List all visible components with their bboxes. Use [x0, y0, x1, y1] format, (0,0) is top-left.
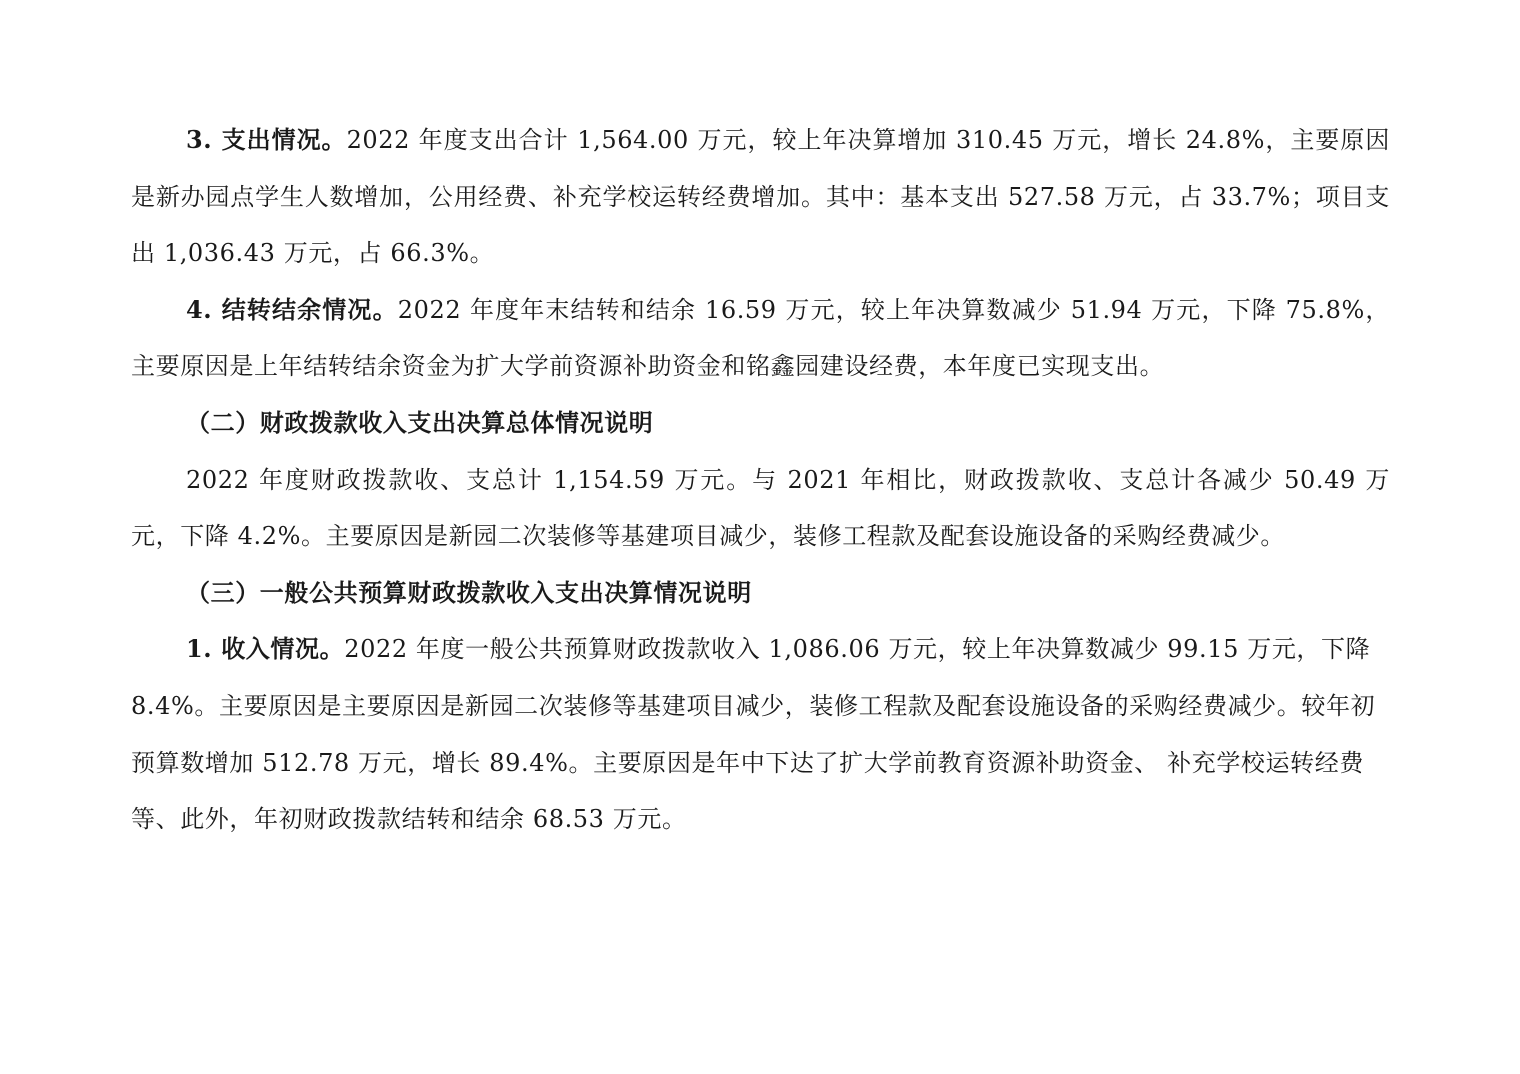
section-heading-general-budget: （三）一般公共预算财政拨款收入支出决算情况说明 — [186, 577, 752, 607]
paragraph-lead: 1. 收入情况。 — [186, 634, 345, 664]
paragraph-lead: 4. 结转结余情况。 — [186, 294, 398, 324]
paragraph-text: 2022 年度一般公共预算财政拨款收入 1,086.06 万元，较上年决算数减少 99.15 万元，下降 8.4%。主要原因是主要原因是新园二次装修等基建项目减少，装修工程款及配套设施设备的采购经费减少。较年初预算数增加 512.78 万元，增长 89.4%。主要原因是年中下达了扩大学前教育资源补助资金、 补充学校运转经费等、此外，年初财政拨款结转和结余 68.53 万元。 — [131, 635, 1376, 834]
paragraph-text: 2022 年度支出合计 1,564.00 万元，较上年决算增加 310.45 万元，增长 24.8%，主要原因是新办园点学生人数增加，公用经费、补充学校运转经费增加。其中：基本支出 527.58 万元，占 33.7%；项目支出 1,036.43 万元，占 66.3%。 — [131, 126, 1390, 268]
paragraph-expenditure — [131, 112, 1390, 282]
paragraph-carryover — [131, 282, 1390, 395]
paragraph-fiscal-overall — [131, 452, 1390, 565]
paragraph-text: 2022 年度财政拨款收、支总计 1,154.59 万元。与 2021 年相比，财政拨款收、支总计各减少 50.49 万元，下降 4.2%。主要原因是新园二次装修等基建项目减少，装修工程款及配套设施设备的采购经费减少。 — [131, 465, 1390, 551]
document-page — [131, 112, 1390, 848]
section-heading-fiscal-overall: （二）财政拨款收入支出决算总体情况说明 — [186, 407, 654, 437]
paragraph-income — [131, 621, 1390, 847]
paragraph-lead: 3. 支出情况。 — [186, 125, 347, 154]
paragraph-text: 2022 年度年末结转和结余 16.59 万元，较上年决算数减少 51.94 万元，下降 75.8%，主要原因是上年结转结余资金为扩大学前资源补助资金和铭鑫园建设经费，本年度已实现支出。 — [131, 295, 1390, 381]
